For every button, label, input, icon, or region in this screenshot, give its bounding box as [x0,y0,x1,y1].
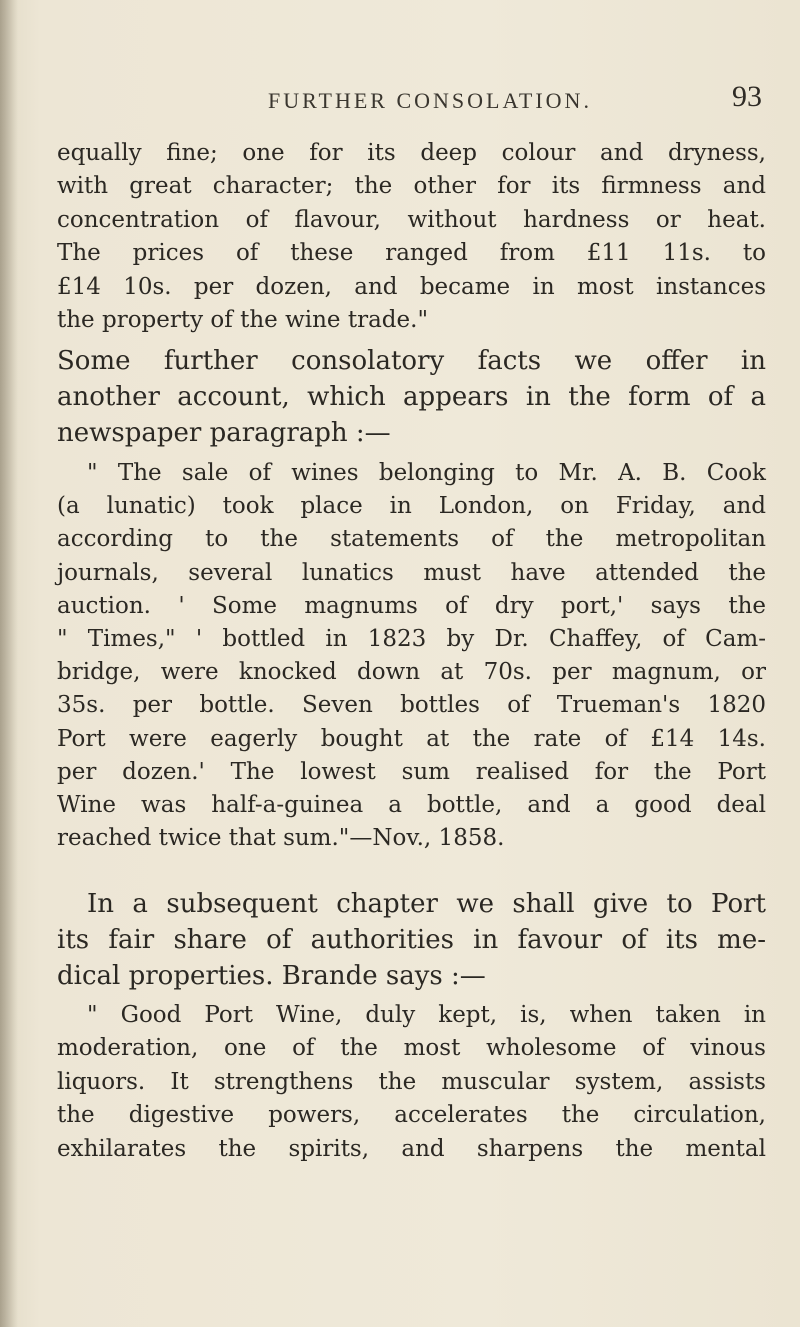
text-line: its fair share of authorities in favour of its me- [57,925,766,955]
page-number: 93 [732,80,762,113]
text-line: dical properties. Brande says :— [57,961,486,991]
text-line: liquors. It strengthens the muscular system, assists [57,1068,766,1095]
text-line: Wine was half-a-guinea a bottle, and a good deal [57,792,766,818]
text-line: Port were eagerly bought at the rate of £14 14s. [57,725,766,752]
text-line: concentration of flavour, without hardness or heat. [57,206,766,233]
text-line: auction. ' Some magnums of dry port,' says the [57,592,766,619]
text-line: exhilarates the spirits, and sharpens the mental [57,1135,766,1162]
text-line: according to the statements of the metropolitan [57,526,766,553]
text-line: reached twice that sum."—Nov., 1858. [57,825,505,852]
text-line: with great character; the other for its firmness and [57,173,766,200]
text-line: " Good Port Wine, duly kept, is, when taken in [87,1002,766,1028]
text-line: £14 10s. per dozen, and became in most instances [57,273,766,300]
text-line: moderation, one of the most wholesome of vinous [57,1035,766,1062]
text-line: In a subsequent chapter we shall give to Port [87,889,766,919]
text-line: " Times," ' bottled in 1823 by Dr. Chaffey, of Cam- [57,626,766,652]
text-line: the digestive powers, accelerates the circulation, [57,1102,766,1129]
text-line: journals, several lunatics must have attended the [57,559,766,586]
text-line: the property of the wine trade." [57,307,429,333]
text-line: The prices of these ranged from £11 11s. to [57,240,766,267]
text-line: bridge, were knocked down at 70s. per magnum, or [57,659,766,686]
text-line: (a lunatic) took place in London, on Friday, and [57,493,766,520]
text-line: 35s. per bottle. Seven bottles of Trueman's 1820 [57,692,766,719]
text-line: Some further consolatory facts we offer in [57,346,766,376]
running-head: FURTHER CONSOLATION. [268,88,592,113]
binding-gutter-shadow [0,0,18,1327]
text-line: " The sale of wines belonging to Mr. A. B. Cook [87,460,766,486]
text-line: another account, which appears in the form of a [57,382,766,412]
text-line: per dozen.' The lowest sum realised for the Port [57,758,766,785]
text-line: equally fine; one for its deep colour and dryness, [57,140,766,166]
text-line: newspaper paragraph :— [57,418,391,448]
